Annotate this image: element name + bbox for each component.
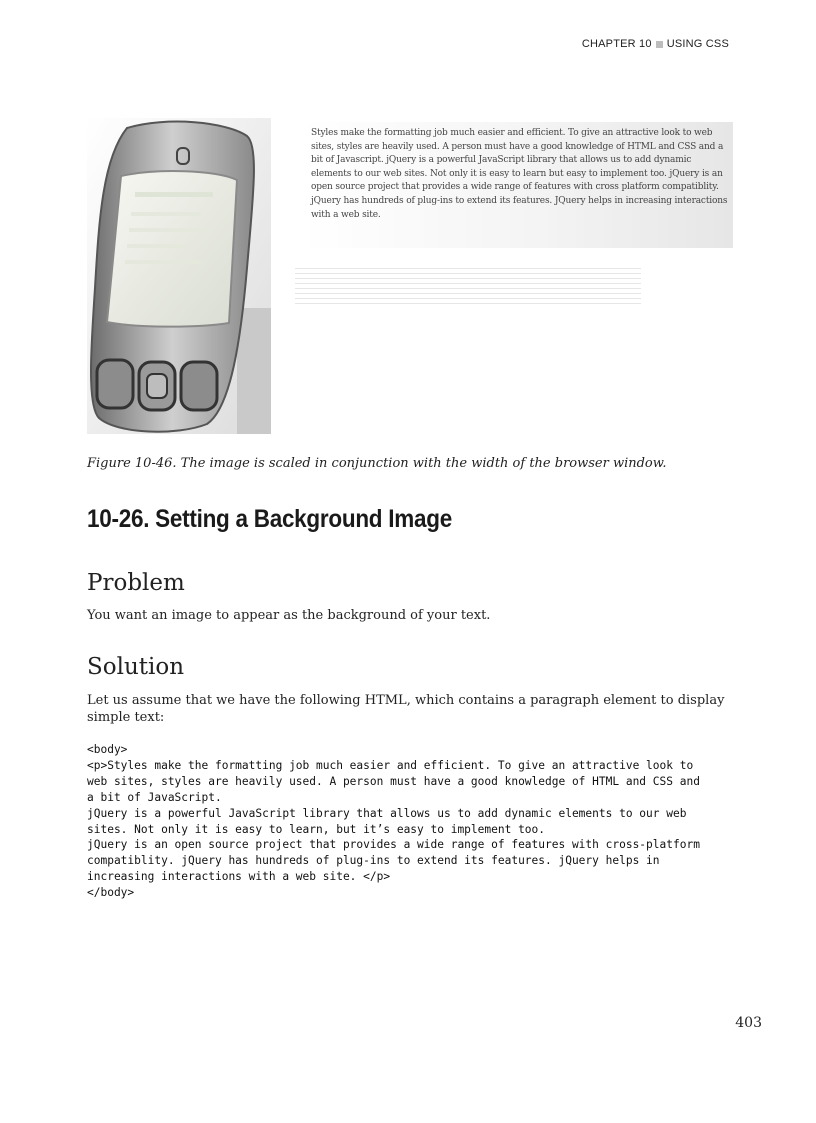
figure-paragraph: Styles make the formatting job much easier and efficient. To give an attractive look to web sites, styles are heavily used. A person must have a good knowledge of HTML and CSS and a bit of Javascript. jQuery is a powerful JavaScript library that allows us to add dynamic elements to our web sites. Not only it is easy to learn but easy to implement too. jQuery is an open source project that provides a wide range of features with cross platform compatiblity. jQuery has hundreds of plug-ins to extend its features. JQuery helps in increasing interactions with a web site. — [311, 128, 728, 220]
problem-text: You want an image to appear as the background of your text. — [87, 608, 491, 623]
solution-heading: Solution — [87, 654, 185, 680]
figure-caption: Figure 10-46. The image is scaled in conjunction with the width of the browser window. — [87, 456, 667, 471]
figure-10-46 — [87, 118, 733, 434]
solution-text: Let us assume that we have the following HTML, which contains a paragraph element to display simple text: — [87, 693, 725, 725]
section-label: USING CSS — [666, 38, 729, 50]
running-header — [582, 38, 729, 50]
phone-image — [87, 118, 271, 434]
problem-heading: Problem — [87, 570, 185, 596]
code-listing: <body> <p>Styles make the formatting job much easier and efficient. To give an attractive look to web sites, styles are heavily used. A person must have a good knowledge of HTML and CSS and a bit of JavaScript. jQuery is a powerful JavaScript library that allows us to add dynamic elements to our web sites. Not only it is easy to learn, but it’s easy to implement too. jQuery is an open source project that provides a wide range of features with cross-platform compatiblity. jQuery has hundreds of plug-ins to extend its features. jQuery helps in increasing interactions with a web site. </p> </body> — [87, 743, 700, 900]
chapter-label: CHAPTER 10 — [581, 38, 652, 50]
section-title: 10-26. Setting a Background Image — [87, 505, 452, 533]
page-number: 403 — [735, 1015, 762, 1031]
figure-faded-lines — [295, 268, 641, 338]
phone-illustration — [87, 118, 271, 434]
header-separator — [656, 41, 663, 48]
